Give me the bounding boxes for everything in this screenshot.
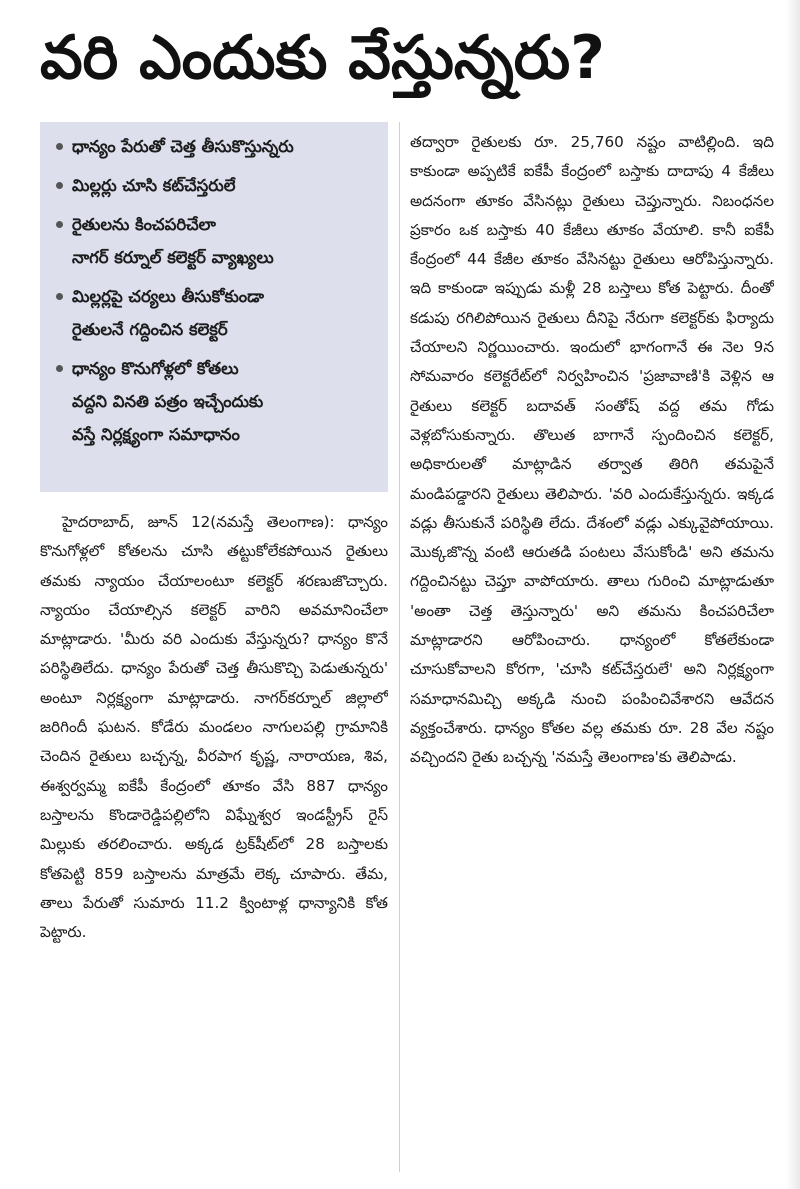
highlight-item: [56, 130, 382, 163]
headline: వరి ఎందుకు వేస్తున్నరు?: [40, 23, 605, 93]
column-divider: [399, 122, 400, 1172]
highlight-text: ధాన్యం పేరుతో చెత్త తీసుకొస్తున్నరు: [72, 137, 294, 156]
bullet-icon: [56, 182, 63, 189]
highlight-text: మిల్లర్లు చూసి కట్‌చేస్తరులే: [72, 176, 236, 195]
highlight-item: [56, 352, 382, 451]
highlight-item: [56, 208, 382, 274]
article-text: తద్వారా రైతులకు రూ. 25,760 నష్టం వాటిల్లింది. ఇది కాకుండా అప్పటికే ఐకేపీ కేంద్రంలో బస్తాకు దాదాపు 4 కేజీలు అదనంగా తూకం వేసినట్లు రైతులు చెప్తున్నారు. నిబంధనల ప్రకారం ఒక బస్తాకు 40 కేజీలు తూకం వేయాలి. కానీ ఐకేపీ కేంద్రంలో 44 కేజీల తూకం వేసినట్టు రైతులు ఆరోపిస్తున్నారు. ఇది కాకుండా ఇప్పుడు మళ్లీ 28 బస్తాలు కోత పెట్టారు. దీంతో కడుపు రగిలిపోయిన రైతులు దీనిపై నేరుగా కలెక్టర్‌కు ఫిర్యాదు చేయాలని నిర్ణయించారు. ఇందులో భాగంగానే ఈ నెల 9న సోమవారం కలెక్టరేట్‌లో నిర్వహించిన 'ప్రజావాణి'కి వెళ్లిన ఆ రైతులు కలెక్టర్ బదావత్ సంతోష్ వద్ద తమ గోడు వెళ్లబోసుకున్నారు. తొలుత బాగానే స్పందించిన కలెక్టర్, అధికారులతో మాట్లాడిన తర్వాత తిరిగి తమపైనే మండిపడ్డారని రైతులు తెలిపారు. 'వరి ఎందుకేస్తున్నరు. ఇక్కడ వడ్లు తీసుకునే పరిస్థితి లేదు. దేశంలో వడ్లు ఎక్కువైపోయాయి. మొక్కజొన్న వంటి ఆరుతడి పంటలు వేసుకోండి' అని తమను గద్దించినట్టు చెప్తూ వాపోయారు. తాలు గురించి మాట్లాడుతూ 'అంతా చెత్త తెస్తున్నారు' అని తమను కించపరిచేలా మాట్లాడారని ఆరోపించారు. ధాన్యంలో కోతలేకుండా చూసుకోవాలని కోరగా, 'చూసి కట్‌చేస్తరులే' అని నిర్లక్ష్యంగా సమాధానమిచ్చి అక్కడి నుంచి పంపించివేశారని ఆవేదన వ్యక్తంచేశారు. ధాన్యం కోతల వల్ల తమకు రూ. 28 వేల నష్టం వచ్చిందని రైతు బచ్చన్న 'నమస్తే తెలంగాణ'కు తెలిపాడు.: [410, 133, 774, 767]
article-column-right: [410, 128, 774, 1173]
highlight-text: ధాన్యం కొనుగోళ్లలో కోతలు వద్దని వినతి పత్రం ఇచ్చేందుకు వస్తే నిర్లక్ష్యంగా సమాధానం: [72, 359, 264, 444]
bullet-icon: [56, 293, 63, 300]
bullet-icon: [56, 221, 63, 228]
highlight-text: మిల్లర్లపై చర్యలు తీసుకోకుండా రైతులనే గద్దించిన కలెక్టర్: [72, 287, 264, 339]
bullet-icon: [56, 365, 63, 372]
page-edge: [786, 0, 800, 1189]
article-column-left: [40, 508, 388, 1173]
bullet-icon: [56, 143, 63, 150]
highlight-item: [56, 280, 382, 346]
highlight-text: రైతులను కించపరిచేలా నాగర్ కర్నూల్ కలెక్టర్ వ్యాఖ్యలు: [72, 215, 274, 267]
highlights-box: [40, 122, 388, 492]
article-text: హైదరాబాద్, జూన్ 12(నమస్తే తెలంగాణ): ధాన్యం కొనుగోళ్లలో కోతలను చూసి తట్టుకోలేకపోయిన రైతులు తమకు న్యాయం చేయాలంటూ కలెక్టర్ శరణుజొచ్చారు. న్యాయం చేయాల్సిన కలెక్టర్ వారిని అవమానించేలా మాట్లాడారు. 'మీరు వరి ఎందుకు వేస్తున్నరు? ధాన్యం కొనే పరిస్థితిలేదు. ధాన్యం పేరుతో చెత్త తీసుకొచ్చి పెడుతున్నరు' అంటూ నిర్లక్ష్యంగా మాట్లాడారు. నాగర్‌కర్నూల్ జిల్లాలో జరిగిందీ ఘటన. కోడేరు మండలం నాగులపల్లి గ్రామానికి చెందిన రైతులు బచ్చన్న, వీరపాగ కృష్ణ, నారాయణ, శివ, ఈశ్వర్వమ్మ ఐకేపీ కేంద్రంలో తూకం వేసి 887 ధాన్యం బస్తాలను కొండారెడ్డిపల్లిలోని విఘ్నేశ్వర ఇండస్ట్రీస్ రైస్ మిల్లుకు తరలించారు. అక్కడ ట్రక్‌షీట్‌లో 28 బస్తాలకు కోతపెట్టి 859 బస్తాలను మాత్రమే లెక్క చూపారు. తేమ, తాలు పేరుతో సుమారు 11.2 క్వింటాళ్ల ధాన్యానికి కోత పెట్టారు.: [40, 513, 388, 942]
highlight-item: [56, 169, 382, 202]
